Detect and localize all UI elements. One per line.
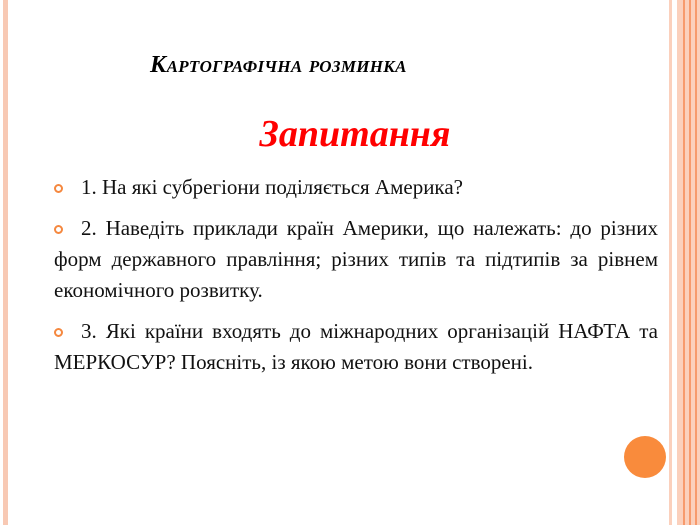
question-text: 3. Які країни входять до міжнародних організацій НАФТА та МЕРКОСУР? Поясніть, із якою метою вони створені. <box>54 319 658 374</box>
frame-stripe <box>689 0 691 525</box>
bullet-icon <box>54 225 63 234</box>
frame-stripe <box>683 0 685 525</box>
question-text: 1. На які субрегіони поділяється Америка? <box>81 175 463 199</box>
left-border <box>3 0 8 525</box>
frame-stripe <box>695 0 697 525</box>
frame-stripe <box>672 0 677 525</box>
bullet-icon <box>54 328 63 337</box>
slide-title: Картографічна розминка <box>150 52 407 78</box>
bullet-icon <box>54 184 63 193</box>
list-item <box>54 172 658 203</box>
decorative-circle-icon <box>624 436 666 478</box>
list-item <box>54 316 658 378</box>
question-text: 2. Наведіть приклади країн Америки, що належать: до різних форм державного правління; різних типів та підтипів за рівнем економічного розвитку. <box>54 216 658 302</box>
question-list <box>54 172 658 388</box>
right-decorative-frame <box>669 0 700 525</box>
list-item <box>54 213 658 306</box>
slide-heading: Запитання <box>259 113 451 155</box>
